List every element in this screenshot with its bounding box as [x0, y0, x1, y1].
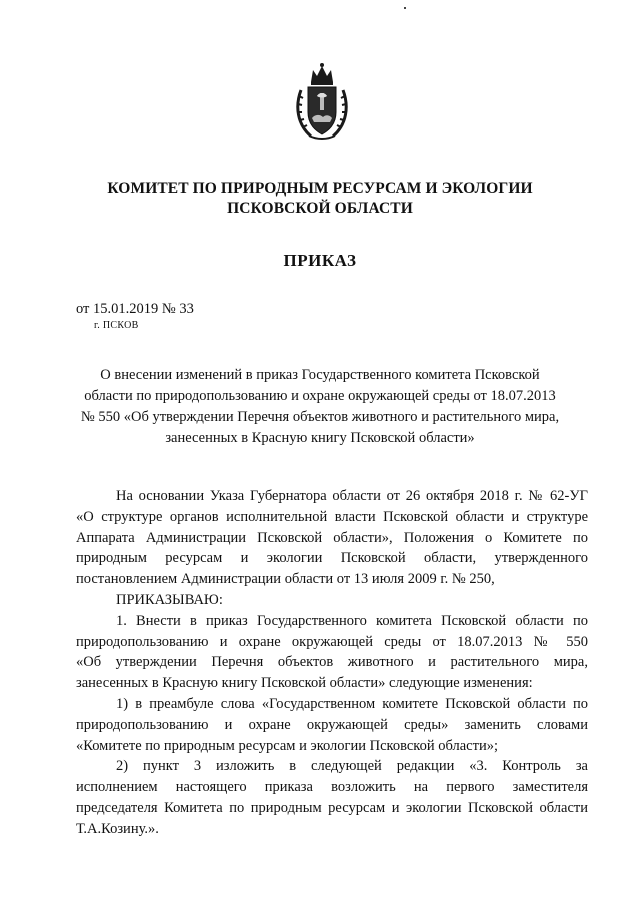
body-line: 2) пункт 3 изложить в следующей редакции «3. Контроль за: [116, 758, 588, 775]
body-line: 1) в преамбуле слова «Государственном комитете Псковской области по: [116, 695, 588, 712]
body-line: исполнением настоящего приказа возложить на первого заместителя: [76, 779, 588, 796]
date-and-number: от 15.01.2019 № 33: [76, 301, 194, 317]
body-line: «Комитете по природным ресурсам и экологии Псковской области»;: [76, 737, 498, 754]
body-line: природопользованию и охране окружающей среды от 18.07.2013 № 550: [76, 633, 588, 650]
body-line: природопользованию и охране окружающей среды» заменить словами: [76, 716, 588, 733]
org-name-line2: ПСКОВСКОЙ ОБЛАСТИ: [227, 200, 413, 217]
preamble-paragraph: [76, 486, 588, 590]
document-title-line: занесенных в Красную книгу Псковской области»: [165, 430, 475, 446]
body-line: ПРИКАЗЫВАЮ:: [116, 591, 223, 608]
org-name-line1: КОМИТЕТ ПО ПРИРОДНЫМ РЕСУРСАМ И ЭКОЛОГИИ: [107, 180, 533, 197]
body-line: 1. Внести в приказ Государственного комитета Псковской области по: [116, 612, 588, 629]
body-line: Т.А.Козину.».: [76, 820, 159, 837]
body-line: Аппарата Администрации Псковской области», Положения о Комитете по: [76, 529, 588, 546]
document-body: [76, 486, 588, 840]
order-word: [76, 590, 588, 611]
body-line: «Об утверждении Перечня объектов животного и растительного мира,: [76, 654, 588, 671]
body-line: занесенных в Красную книгу Псковской области» следующие изменения:: [76, 675, 533, 692]
document-title-line: № 550 «Об утверждении Перечня объектов животного и растительного мира,: [80, 409, 560, 425]
item-1-paragraph: [76, 611, 588, 694]
subitem-1-paragraph: [76, 694, 588, 756]
body-line: постановлением Администрации области от 13 июля 2009 г. № 250,: [76, 571, 495, 588]
document-title-line: области по природопользованию и охране окружающей среды от 18.07.2013: [84, 388, 556, 404]
document-type: ПРИКАЗ: [283, 251, 357, 270]
document-title-line: О внесении изменений в приказ Государственного комитета Псковской: [100, 367, 540, 383]
city-label: г. ПСКОВ: [94, 320, 139, 331]
body-line: председателя Комитета по природным ресурсам и экологии Псковской области: [76, 799, 588, 816]
scan-speck: [404, 7, 406, 9]
subitem-2-paragraph: [76, 756, 588, 839]
body-line: «О структуре органов исполнительной власти Псковской области и структуре: [76, 508, 588, 525]
body-line: На основании Указа Губернатора области от 26 октября 2018 г. № 62-УГ: [116, 488, 588, 504]
coat-of-arms-icon: [293, 62, 351, 142]
body-line: природным ресурсам и экологии Псковской области, утвержденного: [76, 550, 588, 567]
